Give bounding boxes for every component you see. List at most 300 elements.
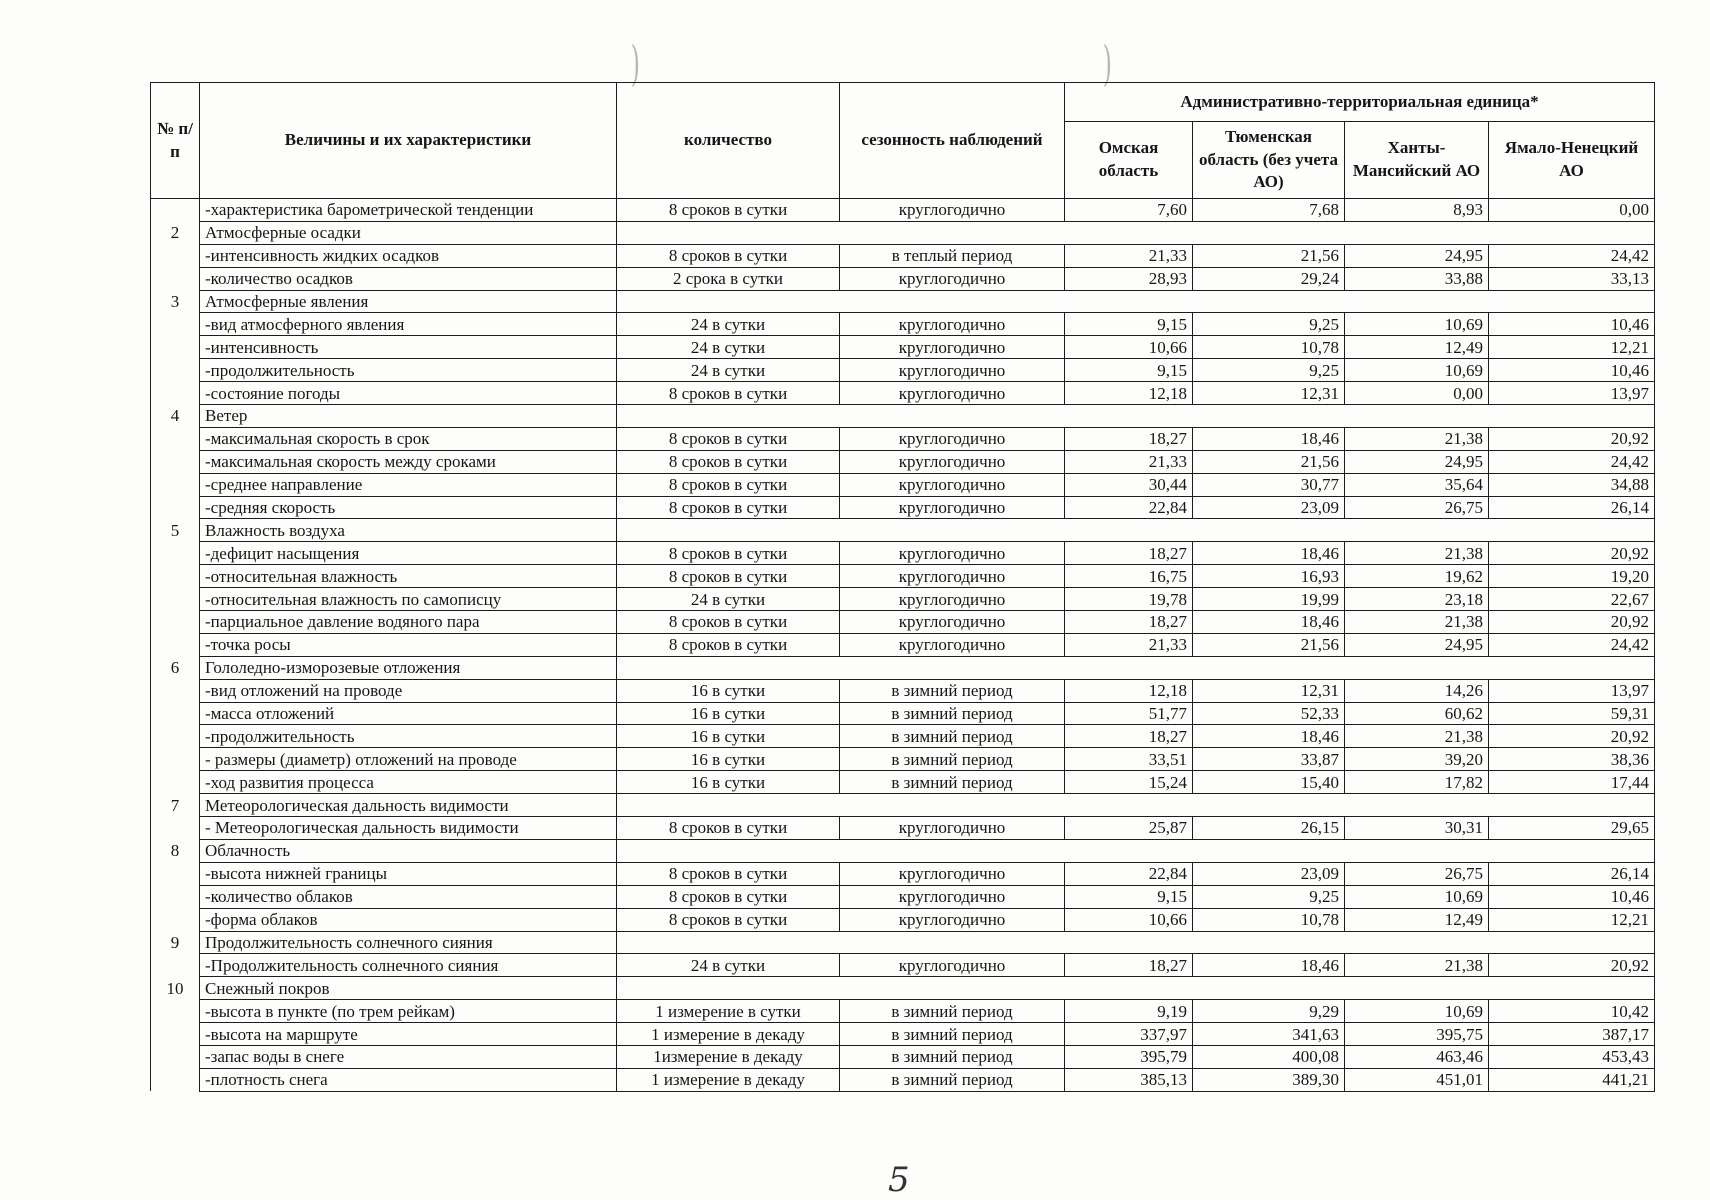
page-number: 5: [888, 1160, 910, 1200]
section-filler: [617, 656, 1655, 679]
row-name: -средняя скорость: [200, 496, 617, 519]
table-row: [151, 771, 1655, 794]
section-row: [151, 931, 1655, 954]
row-number-cell: [151, 771, 200, 794]
scan-artifact-left: ): [630, 36, 641, 92]
value-yanao: 20,92: [1489, 542, 1655, 565]
row-season: круглогодично: [840, 199, 1065, 222]
value-yanao: 13,97: [1489, 382, 1655, 405]
row-quantity: 1 измерение в декаду: [617, 1068, 840, 1091]
row-name: -форма облаков: [200, 908, 617, 931]
row-number-cell: [151, 885, 200, 908]
value-omsk: 22,84: [1065, 862, 1193, 885]
table-row: [151, 267, 1655, 290]
value-khmao: 33,88: [1345, 267, 1489, 290]
value-khmao: 10,69: [1345, 1000, 1489, 1023]
row-name: -высота нижней границы: [200, 862, 617, 885]
section-number: 4: [151, 405, 200, 428]
value-yanao: 13,97: [1489, 679, 1655, 702]
value-yanao: 10,42: [1489, 1000, 1655, 1023]
section-number: 10: [151, 977, 200, 1000]
observation-cost-table: [150, 82, 1655, 1092]
value-tyumen: 18,46: [1193, 611, 1345, 634]
row-season: круглогодично: [840, 427, 1065, 450]
table-row: [151, 565, 1655, 588]
row-season: в теплый период: [840, 244, 1065, 267]
value-omsk: 21,33: [1065, 450, 1193, 473]
table-row: [151, 359, 1655, 382]
value-yanao: 33,13: [1489, 267, 1655, 290]
row-name: -продолжительность: [200, 725, 617, 748]
table-row: [151, 313, 1655, 336]
header-admin-unit: Административно-территориальная единица*: [1065, 83, 1655, 122]
section-row: [151, 977, 1655, 1000]
value-tyumen: 400,08: [1193, 1045, 1345, 1068]
row-name: -интенсивность: [200, 336, 617, 359]
table-row: [151, 1045, 1655, 1068]
row-season: в зимний период: [840, 1045, 1065, 1068]
row-name: -масса отложений: [200, 702, 617, 725]
row-season: круглогодично: [840, 565, 1065, 588]
row-name: -количество облаков: [200, 885, 617, 908]
value-yanao: 387,17: [1489, 1023, 1655, 1046]
row-number-cell: [151, 1045, 200, 1068]
value-yanao: 38,36: [1489, 748, 1655, 771]
row-season: в зимний период: [840, 1000, 1065, 1023]
value-khmao: 14,26: [1345, 679, 1489, 702]
row-name: - размеры (диаметр) отложений на проводе: [200, 748, 617, 771]
value-omsk: 9,15: [1065, 885, 1193, 908]
value-yanao: 12,21: [1489, 336, 1655, 359]
table-row: [151, 633, 1655, 656]
row-name: -среднее направление: [200, 473, 617, 496]
row-quantity: 1 измерение в сутки: [617, 1000, 840, 1023]
section-title: Метеорологическая дальность видимости: [200, 794, 617, 817]
table-row: [151, 885, 1655, 908]
row-season: круглогодично: [840, 267, 1065, 290]
section-number: 3: [151, 290, 200, 313]
header-region-omsk: Омская область: [1065, 122, 1193, 199]
value-khmao: 12,49: [1345, 336, 1489, 359]
value-yanao: 20,92: [1489, 725, 1655, 748]
table-row: [151, 954, 1655, 977]
row-quantity: 8 сроков в сутки: [617, 885, 840, 908]
row-quantity: 8 сроков в сутки: [617, 542, 840, 565]
value-tyumen: 26,15: [1193, 817, 1345, 840]
value-khmao: 26,75: [1345, 496, 1489, 519]
value-yanao: 59,31: [1489, 702, 1655, 725]
value-tyumen: 18,46: [1193, 427, 1345, 450]
value-omsk: 30,44: [1065, 473, 1193, 496]
row-number-cell: [151, 748, 200, 771]
value-tyumen: 9,25: [1193, 885, 1345, 908]
row-season: круглогодично: [840, 588, 1065, 611]
table-row: [151, 199, 1655, 222]
value-yanao: 20,92: [1489, 954, 1655, 977]
value-omsk: 51,77: [1065, 702, 1193, 725]
row-season: круглогодично: [840, 885, 1065, 908]
value-khmao: 21,38: [1345, 954, 1489, 977]
value-omsk: 28,93: [1065, 267, 1193, 290]
value-omsk: 9,15: [1065, 313, 1193, 336]
row-season: круглогодично: [840, 336, 1065, 359]
row-season: круглогодично: [840, 359, 1065, 382]
value-yanao: 10,46: [1489, 885, 1655, 908]
table-row: [151, 496, 1655, 519]
row-quantity: 8 сроков в сутки: [617, 817, 840, 840]
section-title: Снежный покров: [200, 977, 617, 1000]
row-season: круглогодично: [840, 382, 1065, 405]
value-tyumen: 12,31: [1193, 382, 1345, 405]
value-yanao: 0,00: [1489, 199, 1655, 222]
value-tyumen: 7,68: [1193, 199, 1345, 222]
value-yanao: 441,21: [1489, 1068, 1655, 1091]
row-number-cell: [151, 1068, 200, 1091]
value-yanao: 17,44: [1489, 771, 1655, 794]
section-filler: [617, 794, 1655, 817]
row-quantity: 16 в сутки: [617, 725, 840, 748]
row-season: в зимний период: [840, 1023, 1065, 1046]
row-quantity: 16 в сутки: [617, 771, 840, 794]
value-khmao: 26,75: [1345, 862, 1489, 885]
row-number-cell: [151, 611, 200, 634]
row-quantity: 24 в сутки: [617, 313, 840, 336]
value-tyumen: 21,56: [1193, 633, 1345, 656]
header-region-tyumen: Тюменская область (без учета АО): [1193, 122, 1345, 199]
row-number-cell: [151, 450, 200, 473]
section-filler: [617, 405, 1655, 428]
row-quantity: 24 в сутки: [617, 588, 840, 611]
row-number-cell: [151, 244, 200, 267]
row-name: -точка росы: [200, 633, 617, 656]
value-omsk: 15,24: [1065, 771, 1193, 794]
value-khmao: 21,38: [1345, 542, 1489, 565]
row-number-cell: [151, 1023, 200, 1046]
value-tyumen: 12,31: [1193, 679, 1345, 702]
value-khmao: 8,93: [1345, 199, 1489, 222]
table-row: [151, 725, 1655, 748]
row-number-cell: [151, 633, 200, 656]
section-filler: [617, 839, 1655, 862]
value-tyumen: 16,93: [1193, 565, 1345, 588]
section-title: Влажность воздуха: [200, 519, 617, 542]
section-filler: [617, 519, 1655, 542]
row-name: -максимальная скорость между сроками: [200, 450, 617, 473]
header-region-yanao: Ямало-Ненецкий АО: [1489, 122, 1655, 199]
row-number-cell: [151, 313, 200, 336]
value-omsk: 18,27: [1065, 427, 1193, 450]
row-number-cell: [151, 359, 200, 382]
row-quantity: 8 сроков в сутки: [617, 611, 840, 634]
row-number-cell: [151, 336, 200, 359]
row-season: в зимний период: [840, 771, 1065, 794]
value-tyumen: 52,33: [1193, 702, 1345, 725]
value-yanao: 26,14: [1489, 496, 1655, 519]
row-quantity: 24 в сутки: [617, 336, 840, 359]
value-tyumen: 18,46: [1193, 725, 1345, 748]
header-region-khmao: Ханты-Мансийский АО: [1345, 122, 1489, 199]
row-name: -количество осадков: [200, 267, 617, 290]
value-tyumen: 21,56: [1193, 450, 1345, 473]
section-row: [151, 794, 1655, 817]
value-omsk: 10,66: [1065, 908, 1193, 931]
row-number-cell: [151, 496, 200, 519]
value-khmao: 60,62: [1345, 702, 1489, 725]
value-yanao: 26,14: [1489, 862, 1655, 885]
section-number: 9: [151, 931, 200, 954]
row-quantity: 8 сроков в сутки: [617, 862, 840, 885]
table-row: [151, 817, 1655, 840]
row-season: круглогодично: [840, 450, 1065, 473]
table-row: [151, 908, 1655, 931]
value-khmao: 21,38: [1345, 725, 1489, 748]
value-tyumen: 341,63: [1193, 1023, 1345, 1046]
value-tyumen: 21,56: [1193, 244, 1345, 267]
row-season: круглогодично: [840, 496, 1065, 519]
value-tyumen: 29,24: [1193, 267, 1345, 290]
section-number: 6: [151, 656, 200, 679]
section-filler: [617, 221, 1655, 244]
value-khmao: 395,75: [1345, 1023, 1489, 1046]
value-khmao: 39,20: [1345, 748, 1489, 771]
row-number-cell: [151, 954, 200, 977]
value-omsk: 18,27: [1065, 611, 1193, 634]
section-row: [151, 656, 1655, 679]
value-omsk: 9,15: [1065, 359, 1193, 382]
row-name: -интенсивность жидких осадков: [200, 244, 617, 267]
row-quantity: 8 сроков в сутки: [617, 244, 840, 267]
section-title: Ветер: [200, 405, 617, 428]
row-name: -дефицит насыщения: [200, 542, 617, 565]
row-number-cell: [151, 542, 200, 565]
section-title: Продолжительность солнечного сияния: [200, 931, 617, 954]
value-yanao: 453,43: [1489, 1045, 1655, 1068]
row-quantity: 24 в сутки: [617, 359, 840, 382]
value-omsk: 21,33: [1065, 633, 1193, 656]
value-tyumen: 18,46: [1193, 542, 1345, 565]
value-omsk: 7,60: [1065, 199, 1193, 222]
row-season: в зимний период: [840, 702, 1065, 725]
row-season: круглогодично: [840, 611, 1065, 634]
table-row: [151, 862, 1655, 885]
row-number-cell: [151, 473, 200, 496]
value-yanao: 24,42: [1489, 450, 1655, 473]
section-filler: [617, 290, 1655, 313]
row-number-cell: [151, 679, 200, 702]
row-number-cell: [151, 908, 200, 931]
table-row: [151, 1068, 1655, 1091]
value-omsk: 18,27: [1065, 725, 1193, 748]
value-omsk: 18,27: [1065, 542, 1193, 565]
row-name: -высота на маршруте: [200, 1023, 617, 1046]
value-khmao: 0,00: [1345, 382, 1489, 405]
row-quantity: 1измерение в декаду: [617, 1045, 840, 1068]
row-quantity: 1 измерение в декаду: [617, 1023, 840, 1046]
value-tyumen: 30,77: [1193, 473, 1345, 496]
row-name: -плотность снега: [200, 1068, 617, 1091]
row-name: -парциальное давление водяного пара: [200, 611, 617, 634]
value-khmao: 21,38: [1345, 427, 1489, 450]
table-row: [151, 1000, 1655, 1023]
row-name: -характеристика барометрической тенденции: [200, 199, 617, 222]
row-number-cell: [151, 725, 200, 748]
value-omsk: 21,33: [1065, 244, 1193, 267]
value-tyumen: 19,99: [1193, 588, 1345, 611]
section-number: 5: [151, 519, 200, 542]
section-row: [151, 519, 1655, 542]
row-season: круглогодично: [840, 862, 1065, 885]
row-name: -состояние погоды: [200, 382, 617, 405]
value-khmao: 24,95: [1345, 633, 1489, 656]
section-row: [151, 290, 1655, 313]
value-omsk: 12,18: [1065, 679, 1193, 702]
row-name: -относительная влажность: [200, 565, 617, 588]
section-number: 7: [151, 794, 200, 817]
row-number-cell: [151, 588, 200, 611]
value-khmao: 23,18: [1345, 588, 1489, 611]
row-name: -запас воды в снеге: [200, 1045, 617, 1068]
row-quantity: 8 сроков в сутки: [617, 565, 840, 588]
value-tyumen: 389,30: [1193, 1068, 1345, 1091]
value-tyumen: 18,46: [1193, 954, 1345, 977]
header-name: Величины и их характеристики: [200, 83, 617, 199]
value-yanao: 34,88: [1489, 473, 1655, 496]
row-name: -продолжительность: [200, 359, 617, 382]
section-title: Гололедно-изморозевые отложения: [200, 656, 617, 679]
row-quantity: 16 в сутки: [617, 702, 840, 725]
value-omsk: 337,97: [1065, 1023, 1193, 1046]
row-number-cell: [151, 199, 200, 222]
scan-artifact-right: ): [1102, 36, 1113, 92]
table-row: [151, 244, 1655, 267]
row-quantity: 16 в сутки: [617, 748, 840, 771]
table-row: [151, 382, 1655, 405]
row-quantity: 8 сроков в сутки: [617, 450, 840, 473]
table-row: [151, 679, 1655, 702]
section-title: Облачность: [200, 839, 617, 862]
row-season: круглогодично: [840, 817, 1065, 840]
row-season: в зимний период: [840, 748, 1065, 771]
row-number-cell: [151, 817, 200, 840]
row-season: круглогодично: [840, 633, 1065, 656]
row-season: в зимний период: [840, 1068, 1065, 1091]
value-omsk: 385,13: [1065, 1068, 1193, 1091]
value-yanao: 12,21: [1489, 908, 1655, 931]
table-row: [151, 588, 1655, 611]
row-season: в зимний период: [840, 679, 1065, 702]
value-khmao: 30,31: [1345, 817, 1489, 840]
table-row: [151, 427, 1655, 450]
row-quantity: 24 в сутки: [617, 954, 840, 977]
value-yanao: 10,46: [1489, 313, 1655, 336]
row-season: круглогодично: [840, 542, 1065, 565]
row-quantity: 8 сроков в сутки: [617, 427, 840, 450]
value-tyumen: 10,78: [1193, 336, 1345, 359]
section-number: 2: [151, 221, 200, 244]
value-khmao: 35,64: [1345, 473, 1489, 496]
table-row: [151, 1023, 1655, 1046]
value-khmao: 12,49: [1345, 908, 1489, 931]
value-tyumen: 9,29: [1193, 1000, 1345, 1023]
value-yanao: 20,92: [1489, 427, 1655, 450]
row-quantity: 16 в сутки: [617, 679, 840, 702]
value-omsk: 18,27: [1065, 954, 1193, 977]
table-row: [151, 473, 1655, 496]
value-omsk: 33,51: [1065, 748, 1193, 771]
value-omsk: 25,87: [1065, 817, 1193, 840]
table-body: [151, 199, 1655, 1092]
table-row: [151, 336, 1655, 359]
row-season: круглогодично: [840, 954, 1065, 977]
row-name: -вид атмосферного явления: [200, 313, 617, 336]
value-tyumen: 15,40: [1193, 771, 1345, 794]
value-khmao: 17,82: [1345, 771, 1489, 794]
value-omsk: 9,19: [1065, 1000, 1193, 1023]
row-number-cell: [151, 702, 200, 725]
table-row: [151, 748, 1655, 771]
row-name: - Метеорологическая дальность видимости: [200, 817, 617, 840]
table-row: [151, 702, 1655, 725]
value-omsk: 12,18: [1065, 382, 1193, 405]
section-filler: [617, 931, 1655, 954]
value-yanao: 24,42: [1489, 244, 1655, 267]
row-number-cell: [151, 1000, 200, 1023]
value-yanao: 22,67: [1489, 588, 1655, 611]
row-number-cell: [151, 565, 200, 588]
value-khmao: 10,69: [1345, 359, 1489, 382]
row-name: -Продолжительность солнечного сияния: [200, 954, 617, 977]
value-omsk: 19,78: [1065, 588, 1193, 611]
row-number-cell: [151, 862, 200, 885]
value-yanao: 10,46: [1489, 359, 1655, 382]
table-row: [151, 611, 1655, 634]
value-khmao: 10,69: [1345, 885, 1489, 908]
value-tyumen: 33,87: [1193, 748, 1345, 771]
row-name: -относительная влажность по самописцу: [200, 588, 617, 611]
row-number-cell: [151, 267, 200, 290]
header-season: сезонность наблюдений: [840, 83, 1065, 199]
row-quantity: 8 сроков в сутки: [617, 473, 840, 496]
value-khmao: 10,69: [1345, 313, 1489, 336]
section-filler: [617, 977, 1655, 1000]
value-yanao: 29,65: [1489, 817, 1655, 840]
row-quantity: 2 срока в сутки: [617, 267, 840, 290]
row-season: в зимний период: [840, 725, 1065, 748]
value-tyumen: 10,78: [1193, 908, 1345, 931]
value-omsk: 10,66: [1065, 336, 1193, 359]
row-number-cell: [151, 427, 200, 450]
row-season: круглогодично: [840, 473, 1065, 496]
row-name: -максимальная скорость в срок: [200, 427, 617, 450]
row-quantity: 8 сроков в сутки: [617, 496, 840, 519]
section-row: [151, 405, 1655, 428]
row-quantity: 8 сроков в сутки: [617, 382, 840, 405]
value-khmao: 463,46: [1345, 1045, 1489, 1068]
section-row: [151, 839, 1655, 862]
section-row: [151, 221, 1655, 244]
section-number: 8: [151, 839, 200, 862]
value-tyumen: 23,09: [1193, 862, 1345, 885]
value-khmao: 24,95: [1345, 450, 1489, 473]
table-row: [151, 542, 1655, 565]
row-quantity: 8 сроков в сутки: [617, 199, 840, 222]
row-quantity: 8 сроков в сутки: [617, 633, 840, 656]
header-num: № п/п: [151, 83, 200, 199]
section-title: Атмосферные явления: [200, 290, 617, 313]
row-season: круглогодично: [840, 313, 1065, 336]
value-omsk: 16,75: [1065, 565, 1193, 588]
value-tyumen: 23,09: [1193, 496, 1345, 519]
